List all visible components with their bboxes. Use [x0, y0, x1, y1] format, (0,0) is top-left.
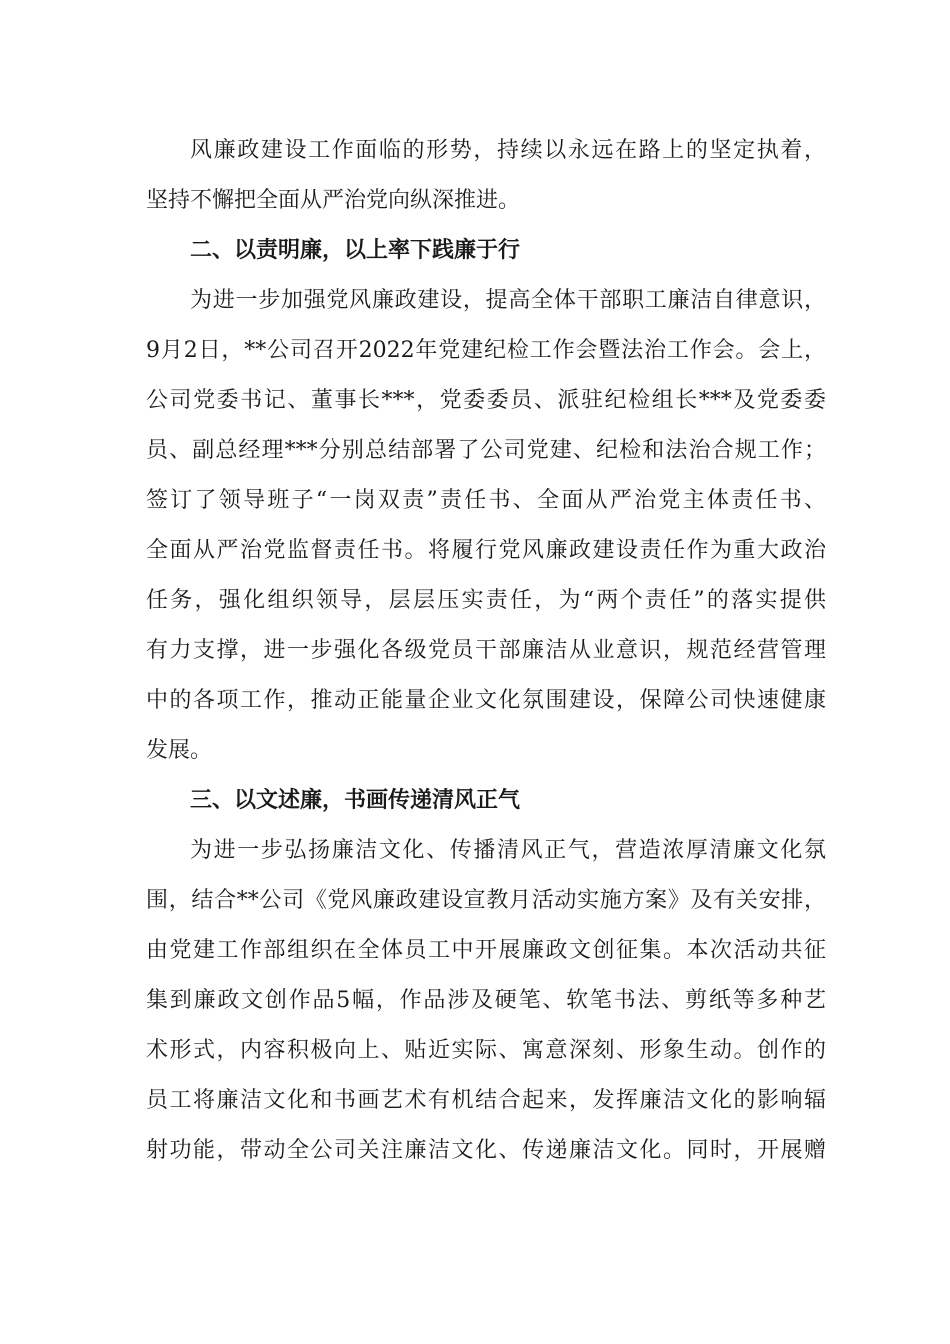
paragraph-line: 有力支撑，进一步强化各级党员干部廉洁从业意识，规范经营管理 — [146, 638, 826, 663]
section-heading-2: 二、以责明廉，以上率下践廉于行 — [190, 238, 521, 263]
paragraph-line: 为进一步弘扬廉洁文化、传播清风正气，营造浓厚清廉文化氛 — [190, 838, 826, 863]
paragraph-line: 公司党委书记、董事长***，党委委员、派驻纪检组长***及党委委 — [146, 388, 826, 413]
paragraph-line: 签订了领导班子“一岗双责”责任书、全面从严治党主体责任书、 — [146, 488, 826, 513]
paragraph-line: 射功能，带动全公司关注廉洁文化、传递廉洁文化。同时，开展赠 — [146, 1138, 826, 1163]
paragraph-line: 9月2日，**公司召开2022年党建纪检工作会暨法治工作会。会上， — [146, 338, 826, 363]
paragraph-line: 员工将廉洁文化和书画艺术有机结合起来，发挥廉洁文化的影响辐 — [146, 1088, 826, 1113]
paragraph-line: 中的各项工作，推动正能量企业文化氛围建设，保障公司快速健康 — [146, 688, 826, 713]
paragraph-line: 由党建工作部组织在全体员工中开展廉政文创征集。本次活动共征 — [146, 938, 826, 963]
paragraph-line: 围，结合**公司《党风廉政建设宣教月活动实施方案》及有关安排， — [146, 888, 826, 913]
paragraph-line: 术形式，内容积极向上、贴近实际、寓意深刻、形象生动。创作的 — [146, 1038, 826, 1063]
paragraph-line: 任务，强化组织领导，层层压实责任，为“两个责任”的落实提供 — [146, 588, 826, 613]
paragraph-line: 坚持不懈把全面从严治党向纵深推进。 — [146, 188, 521, 213]
paragraph-line: 员、副总经理***分别总结部署了公司党建、纪检和法治合规工作； — [146, 438, 826, 463]
paragraph-line: 发展。 — [146, 738, 213, 763]
paragraph-line: 为进一步加强党风廉政建设，提高全体干部职工廉洁自律意识， — [190, 288, 826, 313]
section-heading-3: 三、以文述廉，书画传递清风正气 — [190, 788, 521, 813]
paragraph-line: 风廉政建设工作面临的形势，持续以永远在路上的坚定执着， — [190, 138, 826, 163]
paragraph-line: 全面从严治党监督责任书。将履行党风廉政建设责任作为重大政治 — [146, 538, 826, 563]
paragraph-line: 集到廉政文创作品5幅，作品涉及硬笔、软笔书法、剪纸等多种艺 — [146, 988, 826, 1013]
